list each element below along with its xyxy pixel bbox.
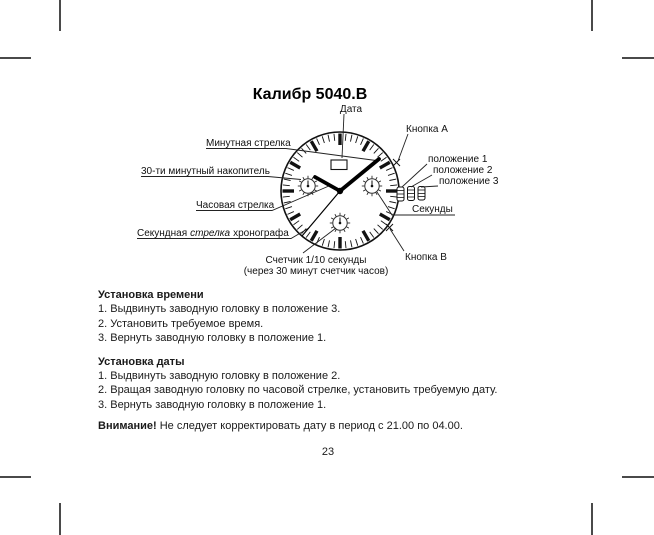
label-position-1: положение 1 [428, 154, 488, 165]
label-counter-line1: Счетчик 1/10 секунды [265, 255, 367, 266]
date-setting-step: 1. Выдвинуть заводную головку в положение 2. [98, 370, 341, 383]
date-setting-section [98, 355, 568, 413]
label-minute-counter: 30-ти минутный накопитель [141, 166, 270, 177]
crown-position-1 [397, 187, 404, 201]
time-setting-step: 1. Выдвинуть заводную головку в положение 3. [98, 303, 341, 316]
time-setting-heading: Установка времени [98, 289, 204, 301]
instructions-block [98, 288, 568, 459]
warning-line [98, 419, 568, 433]
label-seconds: Секунды [412, 204, 453, 215]
date-setting-step: 3. Вернуть заводную головку в положение 1. [98, 398, 327, 411]
crown-position-3 [418, 187, 425, 201]
label-button-b: Кнопка B [405, 252, 447, 263]
leader-button-b [390, 229, 404, 251]
time-setting-step: 2. Установить требуемое время. [98, 317, 264, 330]
label-minute-hand: Минутная стрелка [206, 138, 291, 149]
label-counter-line2: (через 30 минут счетчик часов) [243, 266, 389, 277]
time-setting-step: 3. Вернуть заводную головку в положение 1. [98, 332, 327, 345]
label-position-3: положение 3 [439, 176, 499, 187]
date-window [331, 160, 347, 170]
date-setting-step: 2. Вращая заводную головку по часовой стрелке, установить требуемую дату. [98, 384, 498, 397]
hands-hub [337, 188, 343, 194]
label-date: Дата [339, 104, 363, 115]
label-position-2: положение 2 [433, 165, 493, 176]
time-setting-section [98, 288, 568, 346]
label-hour-hand: Часовая стрелка [196, 200, 275, 211]
leader-position-1 [402, 164, 427, 187]
warning-text: Не следует корректировать дату в период с 21.00 по 04.00. [159, 420, 463, 433]
page-title: Калибр 5040.B [252, 86, 368, 103]
label-button-a: Кнопка A [406, 124, 448, 135]
date-setting-heading: Установка даты [98, 355, 185, 368]
crown-position-2 [408, 187, 415, 201]
label-chrono-second-hand: Секундная стрелка хронографа [137, 228, 289, 239]
leader-button-a [398, 134, 408, 161]
warning-label: Внимание! [98, 420, 157, 433]
leader-position-2 [411, 175, 432, 187]
pusher-a [393, 159, 400, 166]
page-number: 23 [321, 445, 335, 458]
